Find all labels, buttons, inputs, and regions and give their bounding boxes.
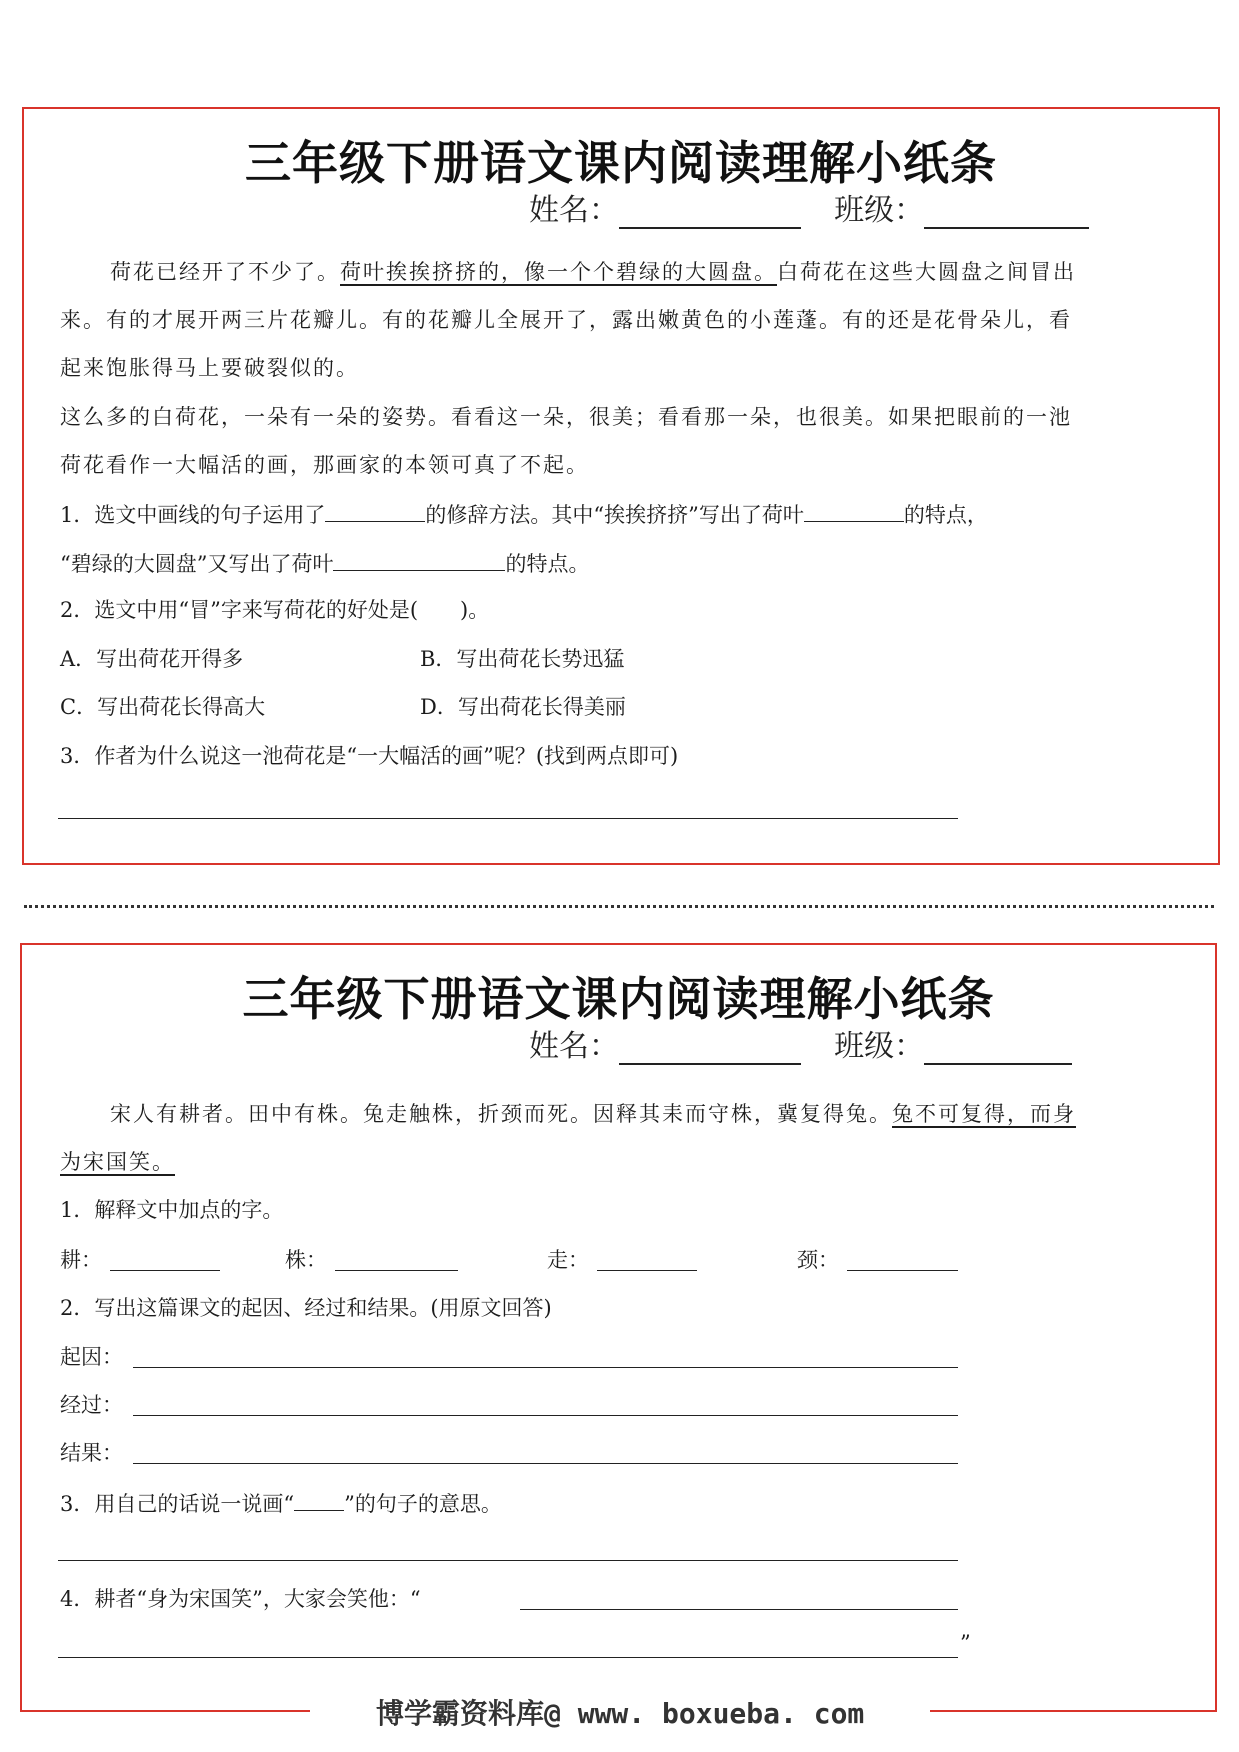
question-text: 的修辞方法。其中“挨挨挤挤”写出了荷叶 [425,503,804,527]
option-a[interactable]: A．写出荷花开得多 [60,647,244,671]
question-text: 3．用自己的话说一说画“ [60,1492,295,1516]
footer-red-line [930,1710,1217,1712]
question-text: 的特点。 [505,552,590,576]
question-text: ”的句子的意思。 [344,1492,502,1516]
passage-line [110,1099,1209,1129]
passage-line: 荷花看作一大幅活的画，那画家的本领可真了不起。 [60,453,589,477]
passage-text: 荷花已经开了不少了。 [110,260,340,284]
answer-blank[interactable] [325,498,425,522]
underlined-sentence: 荷叶挨挨挤挤的，像一个个碧绿的大圆盘。 [340,260,777,284]
answer-line[interactable] [133,1415,958,1416]
question-text: “碧绿的大圆盘”又写出了荷叶 [60,552,334,576]
passage-line [60,1147,1209,1177]
result-label: 结果： [60,1441,123,1465]
question-4: 4．耕者“身为宋国笑”，大家会笑他：“ [60,1587,421,1611]
word-zou-label: 走： [547,1248,589,1272]
closing-quote: ” [960,1631,971,1655]
answer-line[interactable] [58,1560,958,1561]
option-d[interactable]: D．写出荷花长得美丽 [420,695,626,719]
answer-blank[interactable] [847,1270,958,1271]
question-2: 2．写出这篇课文的起因、经过和结果。(用原文回答) [60,1296,552,1320]
question-2: 2．选文中用“冒”字来写荷花的好处是( )。 [60,598,490,622]
name-blank[interactable] [619,1035,801,1065]
question-text: 1．选文中画线的句子运用了 [60,503,326,527]
answer-line[interactable] [58,818,958,819]
dotted-separator [24,905,1214,908]
underlined-sentence: 兔不可复得，而身 [892,1102,1076,1126]
class-blank[interactable] [924,199,1089,229]
answer-blank[interactable] [804,498,904,522]
answer-line[interactable] [133,1463,958,1464]
name-class-bar [529,185,1089,229]
question-1 [60,498,1209,530]
answer-blank[interactable] [335,1270,458,1271]
passage-line: 来。有的才展开两三片花瓣儿。有的花瓣儿全展开了，露出嫩黄色的小莲蓬。有的还是花骨朵儿，看 [60,308,1072,332]
question-1-cont [60,547,1209,579]
name-class-bar [529,1021,1072,1065]
answer-line[interactable] [520,1609,958,1610]
answer-blank[interactable] [110,1270,220,1271]
word-jing-label: 颈： [797,1248,839,1272]
passage-line: 这么多的白荷花，一朵有一朵的姿势。看看这一朵，很美；看看那一朵，也很美。如果把眼前的一池 [60,405,1072,429]
question-text: 的特点， [903,503,988,527]
question-3 [60,1487,1209,1519]
class-label: 班级： [834,193,925,228]
footer [0,1692,1239,1732]
answer-line[interactable] [58,1657,958,1658]
answer-blank[interactable] [333,547,505,571]
name-blank[interactable] [619,199,801,229]
word-zhu-label: 株： [285,1248,327,1272]
underline-mark [294,1487,344,1511]
option-c[interactable]: C．写出荷花长得高大 [60,695,266,719]
footer-red-line [20,1710,310,1712]
passage-text: 白荷花在这些大圆盘之间冒出 [777,260,1076,284]
worksheet-title: 三年级下册语文课内阅读理解小纸条 [242,972,995,1026]
answer-line[interactable] [133,1367,958,1368]
worksheet-title: 三年级下册语文课内阅读理解小纸条 [245,136,997,190]
name-label: 姓名： [529,1029,619,1064]
underlined-sentence: 为宋国笑。 [60,1150,175,1174]
passage-text: 宋人有耕者。田中有株。兔走触株，折颈而死。因释其耒而守株，冀复得兔。 [110,1102,892,1126]
option-b[interactable]: B．写出荷花长势迅猛 [420,647,625,671]
passage-line: 起来饱胀得马上要破裂似的。 [60,356,359,380]
question-1: 1．解释文中加点的字。 [60,1198,284,1222]
name-label: 姓名： [529,193,619,228]
word-geng-label: 耕： [60,1248,102,1272]
class-label: 班级： [834,1029,925,1064]
passage-line [110,257,1209,287]
answer-blank[interactable] [597,1270,697,1271]
class-blank[interactable] [924,1035,1072,1065]
process-label: 经过： [60,1393,123,1417]
cause-label: 起因： [60,1345,123,1369]
question-3: 3．作者为什么说这一池荷花是“一大幅活的画”呢？(找到两点即可) [60,744,679,768]
watermark: 博学霸资料库@ www. boxueba. com [376,1697,865,1730]
